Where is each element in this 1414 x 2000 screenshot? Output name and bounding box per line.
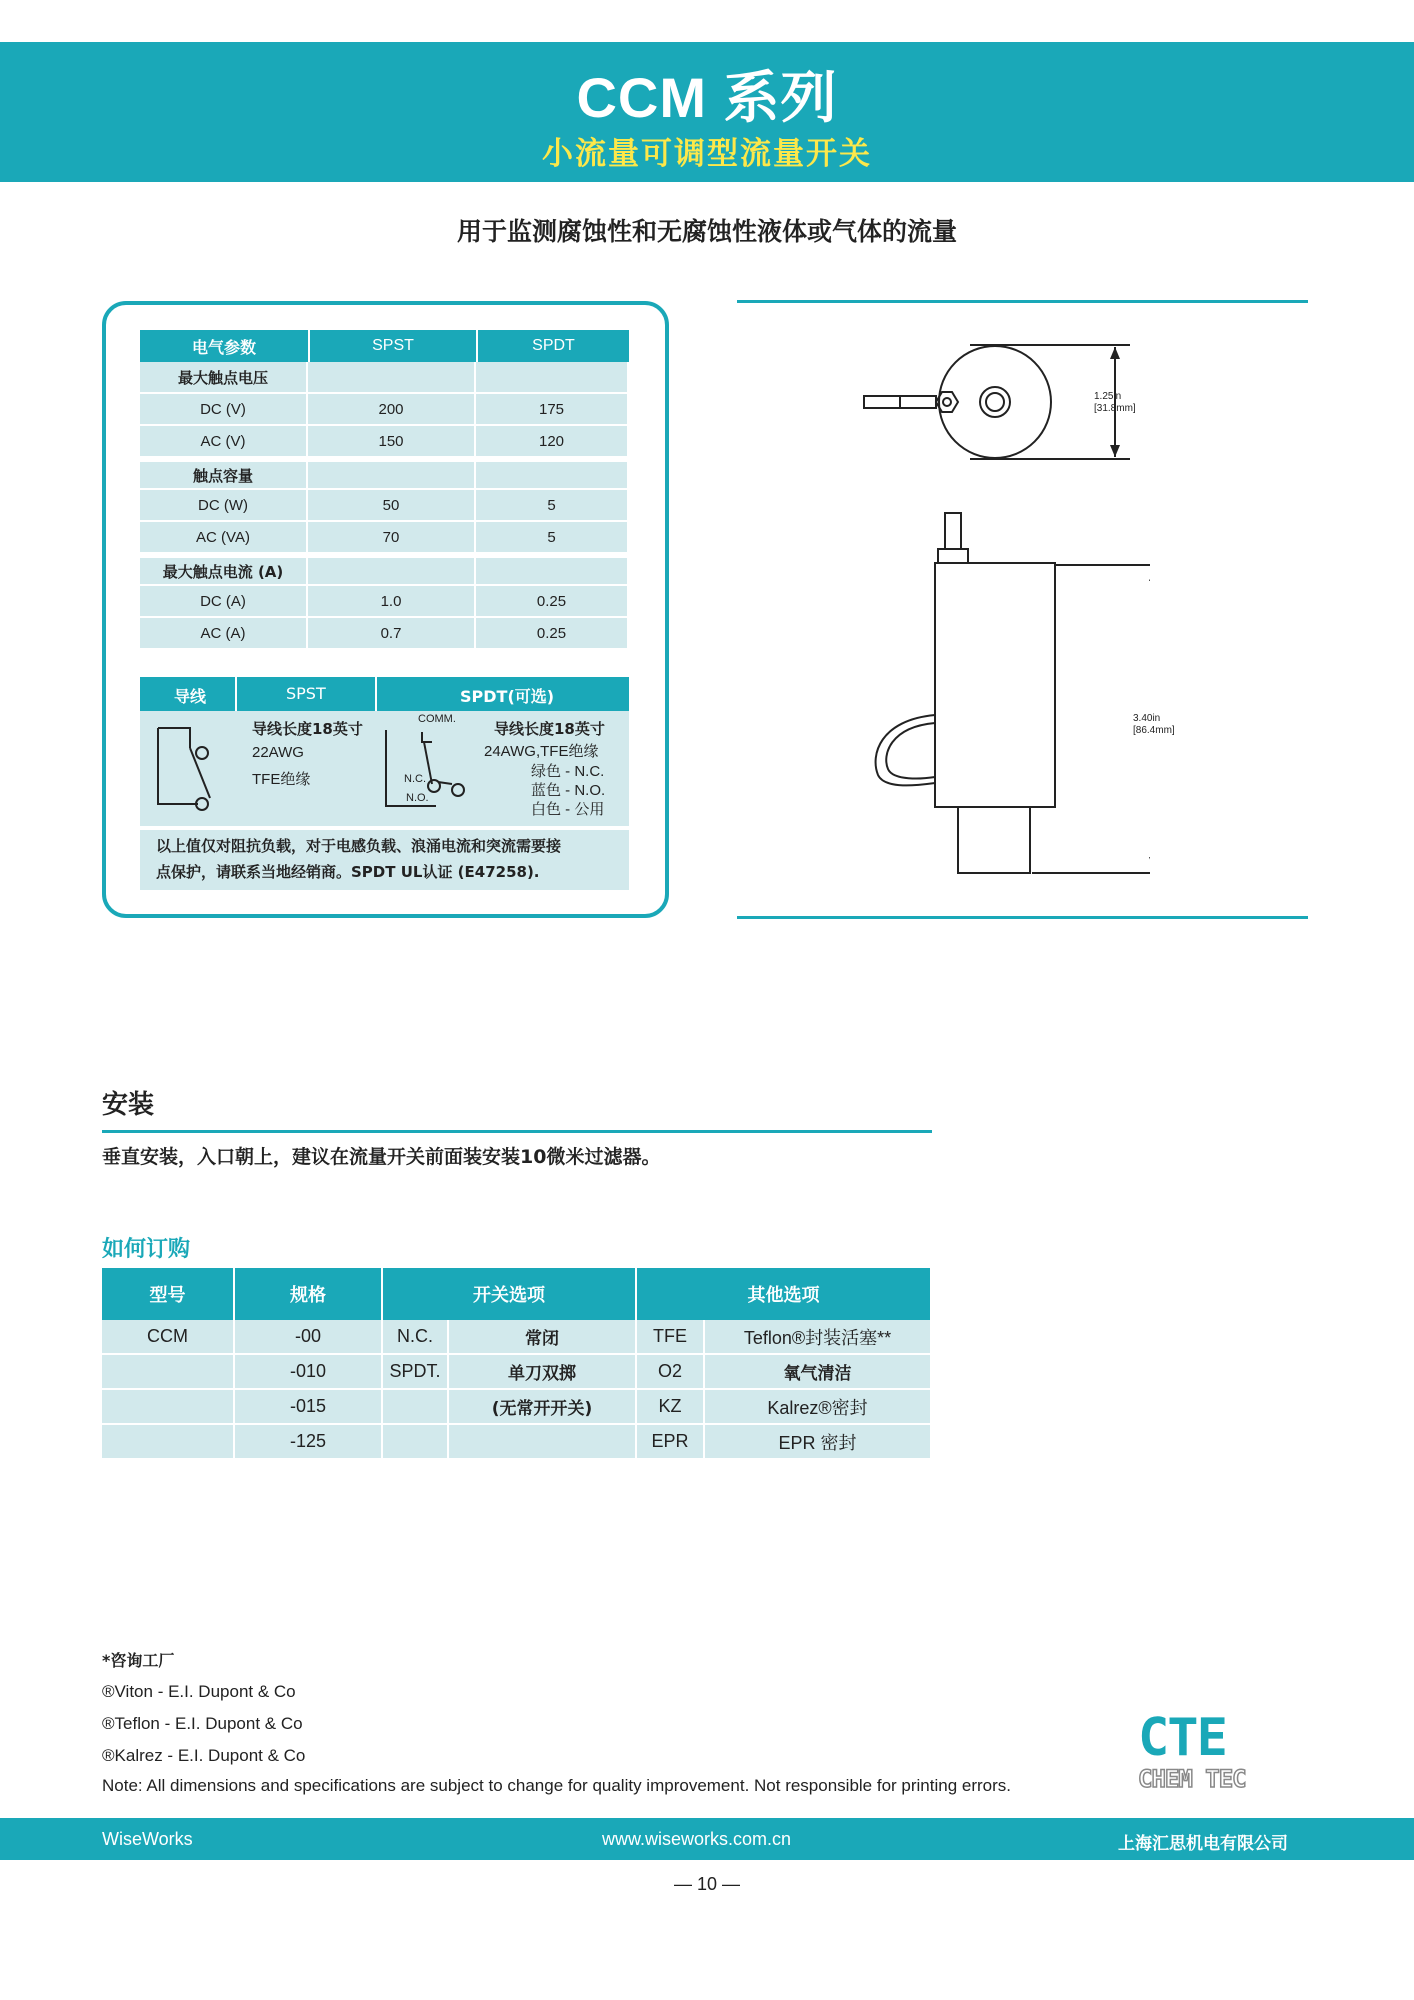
spst-wire-line: 导线长度18英寸 bbox=[252, 720, 363, 738]
spdt-wire-line: 24AWG,TFE绝缘 bbox=[484, 743, 599, 760]
row-label: AC (VA) bbox=[140, 522, 308, 554]
cell-value: 70 bbox=[308, 522, 476, 554]
col-header-spst: SPST bbox=[308, 330, 476, 362]
cell: -015 bbox=[235, 1390, 383, 1425]
spdt-wire-line: 蓝色 - N.O. bbox=[531, 782, 606, 799]
cell: -00 bbox=[235, 1320, 383, 1355]
group-label: 触点容量 bbox=[140, 458, 308, 490]
cell: TFE bbox=[637, 1320, 705, 1355]
dim-top-mm: [31.8mm] bbox=[1094, 403, 1136, 414]
wire-note: 以上值仅对阻抗负载，对于电感负载、浪涌电流和突流需要接 bbox=[156, 837, 562, 855]
footer-band bbox=[0, 1818, 1414, 1860]
row-label: DC (V) bbox=[140, 394, 308, 426]
dim-side-mm: [86.4mm] bbox=[1133, 725, 1175, 736]
footnote: ®Teflon - E.I. Dupont & Co bbox=[102, 1714, 303, 1733]
cell: -125 bbox=[235, 1425, 383, 1460]
cell: N.C. bbox=[383, 1320, 449, 1355]
row-label: AC (V) bbox=[140, 426, 308, 458]
cte-logo bbox=[1138, 1708, 1308, 1802]
footer-left: WiseWorks bbox=[102, 1829, 193, 1849]
cell: KZ bbox=[637, 1390, 705, 1425]
page-subtitle: 小流量可调型流量开关 bbox=[542, 136, 872, 172]
footer-url[interactable]: www.wiseworks.com.cn bbox=[602, 1829, 792, 1849]
order-table bbox=[102, 1268, 930, 1460]
cell-value: 50 bbox=[308, 490, 476, 522]
dim-top-label bbox=[1094, 391, 1136, 415]
order-header-other: 其他选项 bbox=[637, 1268, 930, 1320]
cell-value: 0.7 bbox=[308, 618, 476, 650]
wire-header-label: 导线 bbox=[174, 687, 207, 706]
col-header-electrical: 电气参数 bbox=[140, 330, 308, 362]
dim-top-in: 1.25in bbox=[1094, 391, 1122, 402]
cell-value: 175 bbox=[476, 394, 629, 426]
cell bbox=[383, 1425, 449, 1460]
order-title: 如何订购 bbox=[102, 1237, 191, 1262]
cell bbox=[102, 1425, 235, 1460]
cell: EPR bbox=[637, 1425, 705, 1460]
install-text: 垂直安装，入口朝上，建议在流量开关前面装安装10微米过滤器。 bbox=[102, 1146, 661, 1168]
wire-header bbox=[140, 677, 629, 711]
cell bbox=[102, 1390, 235, 1425]
cell: O2 bbox=[637, 1355, 705, 1390]
product-drawing bbox=[860, 335, 1150, 875]
footer-company: 上海汇思机电有限公司 bbox=[1118, 1834, 1288, 1854]
cell: Teflon®封装活塞** bbox=[705, 1320, 930, 1355]
label-nc: N.C. bbox=[404, 773, 426, 785]
table-row bbox=[102, 1390, 930, 1425]
spst-switch-icon bbox=[150, 718, 230, 814]
cell-value: 5 bbox=[476, 522, 629, 554]
wire-header-spdt: SPDT(可选) bbox=[460, 687, 555, 706]
order-header-model: 型号 bbox=[102, 1268, 235, 1320]
divider bbox=[102, 1130, 932, 1133]
wire-header-spst: SPST bbox=[286, 684, 326, 703]
header-band bbox=[0, 42, 1414, 182]
order-header-spec: 规格 bbox=[235, 1268, 383, 1320]
cell-value: 1.0 bbox=[308, 586, 476, 618]
footnote: ®Kalrez - E.I. Dupont & Co bbox=[102, 1746, 306, 1765]
cell: 常闭 bbox=[449, 1320, 637, 1355]
spst-wire-line: 22AWG bbox=[252, 744, 304, 761]
table-row bbox=[102, 1425, 930, 1460]
cell-value: 120 bbox=[476, 426, 629, 458]
tagline: 用于监测腐蚀性和无腐蚀性液体或气体的流量 bbox=[456, 217, 957, 246]
col-header-spdt: SPDT bbox=[476, 330, 629, 362]
spdt-wire-line: 导线长度18英寸 bbox=[494, 720, 605, 738]
footnote-note: Note: All dimensions and specifications are subject to change for quality improvement. Not responsible for printing errors. bbox=[102, 1776, 1012, 1795]
order-header-switch: 开关选项 bbox=[383, 1268, 637, 1320]
row-label: AC (A) bbox=[140, 618, 308, 650]
cell: -010 bbox=[235, 1355, 383, 1390]
cell: 氧气清洁 bbox=[705, 1355, 930, 1390]
label-no: N.O. bbox=[406, 792, 429, 804]
logo-cte: CTE bbox=[1138, 1708, 1226, 1768]
group-label: 最大触点电流 (A) bbox=[140, 554, 308, 586]
cell: (无常开开关) bbox=[449, 1390, 637, 1425]
label-comm: COMM. bbox=[418, 713, 456, 725]
cell: SPDT. bbox=[383, 1355, 449, 1390]
dim-side-label bbox=[1133, 713, 1175, 737]
install-title: 安装 bbox=[102, 1090, 155, 1120]
wire-note: 点保护，请联系当地经销商。SPDT UL认证 (E47258). bbox=[156, 863, 540, 881]
cell bbox=[383, 1390, 449, 1425]
electrical-table bbox=[140, 330, 629, 650]
divider bbox=[737, 916, 1308, 919]
spdt-wire-line: 绿色 - N.C. bbox=[531, 763, 605, 780]
cell: 单刀双掷 bbox=[449, 1355, 637, 1390]
group-label: 最大触点电压 bbox=[140, 362, 308, 394]
page-number: — 10 — bbox=[673, 1874, 741, 1894]
cell: Kalrez®密封 bbox=[705, 1390, 930, 1425]
page-title: CCM 系列 bbox=[576, 66, 838, 129]
row-label: DC (W) bbox=[140, 490, 308, 522]
table-row bbox=[102, 1320, 930, 1355]
cell-value: 150 bbox=[308, 426, 476, 458]
divider bbox=[737, 300, 1308, 303]
spst-wire-line: TFE绝缘 bbox=[252, 771, 311, 788]
cell-value: 5 bbox=[476, 490, 629, 522]
footnote: ®Viton - E.I. Dupont & Co bbox=[102, 1682, 296, 1701]
cell: EPR 密封 bbox=[705, 1425, 930, 1460]
footnote: *咨询工厂 bbox=[102, 1651, 175, 1670]
spdt-wire-line: 白色 - 公用 bbox=[531, 801, 605, 818]
row-label: DC (A) bbox=[140, 586, 308, 618]
cell bbox=[449, 1425, 637, 1460]
cell: CCM bbox=[102, 1320, 235, 1355]
table-row bbox=[102, 1355, 930, 1390]
cell-value: 0.25 bbox=[476, 618, 629, 650]
cell-value: 0.25 bbox=[476, 586, 629, 618]
cell bbox=[102, 1355, 235, 1390]
logo-chem-tec: CHEM TEC bbox=[1138, 1765, 1246, 1793]
dim-side-in: 3.40in bbox=[1133, 713, 1161, 724]
cell-value: 200 bbox=[308, 394, 476, 426]
